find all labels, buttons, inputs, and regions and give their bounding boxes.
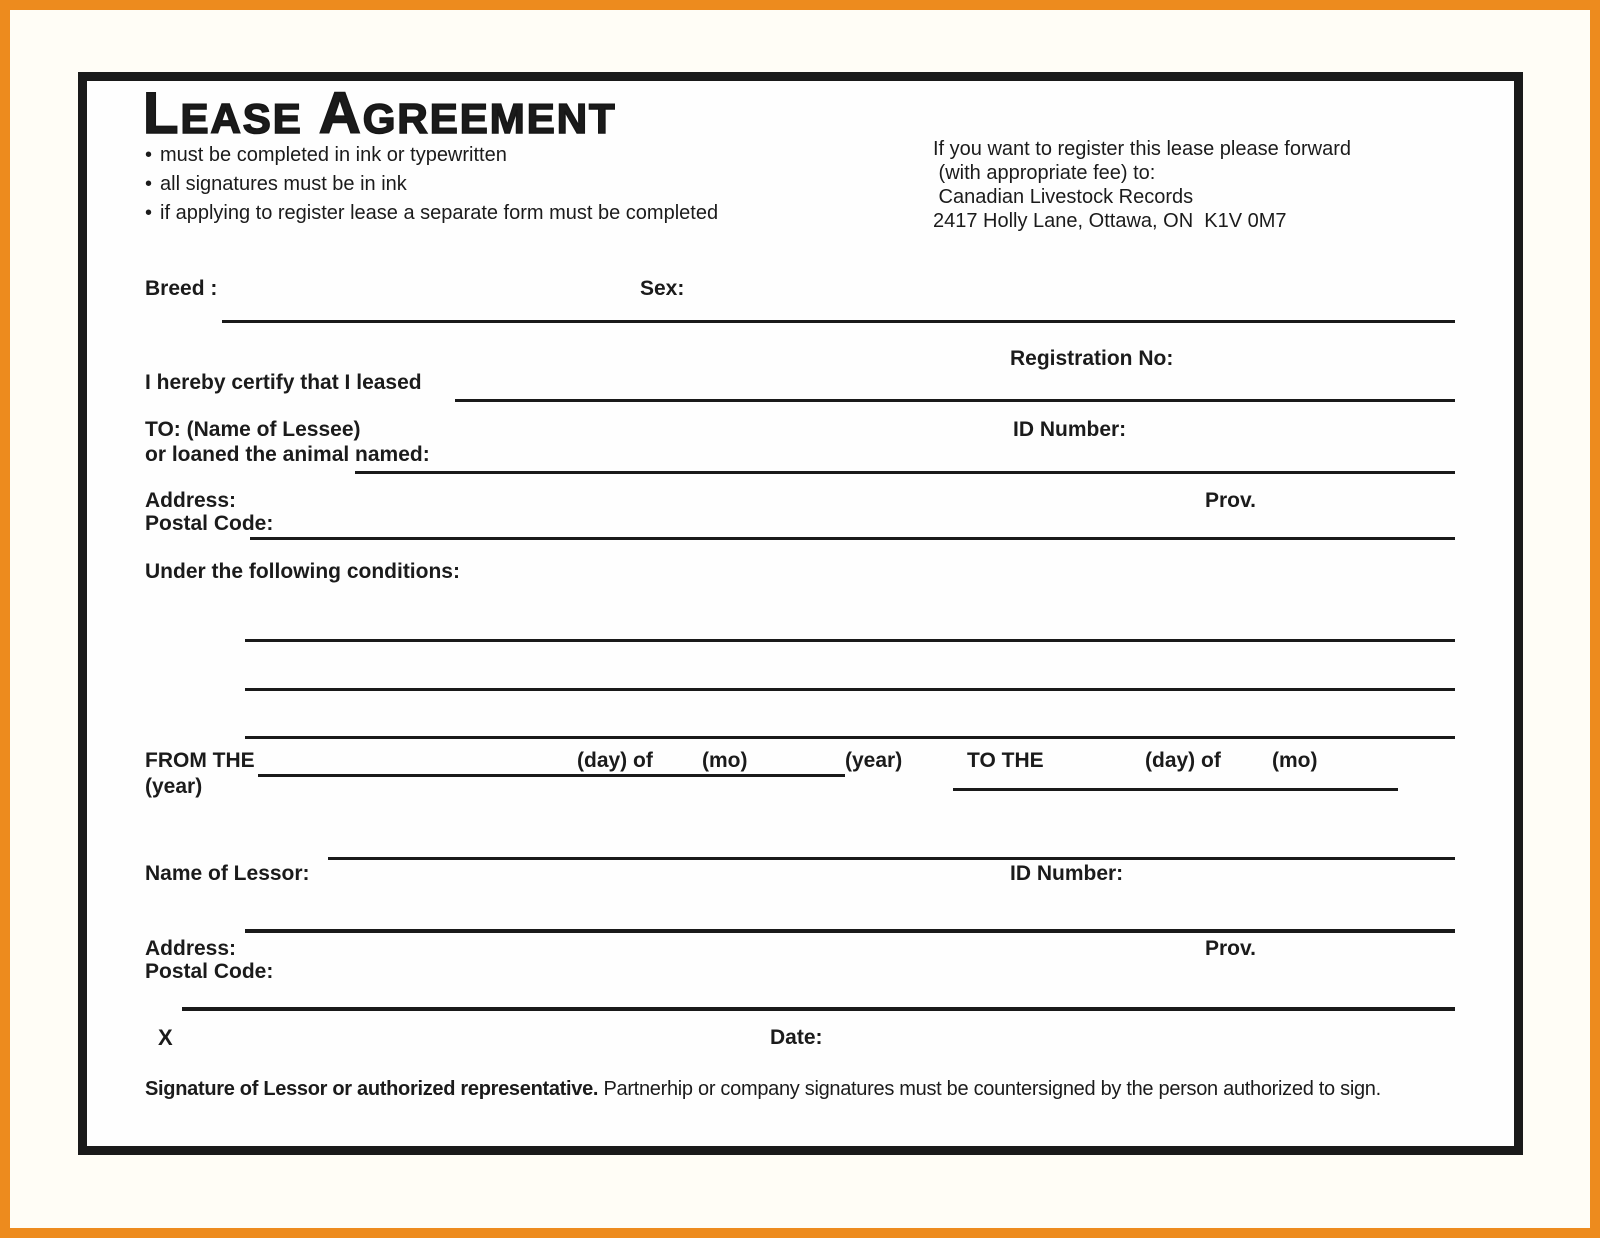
from-the-label: FROM THE	[145, 749, 255, 772]
bullet-icon: •	[145, 202, 153, 224]
title-rest-1: EASE	[180, 95, 303, 142]
registration-no-label: Registration No:	[1010, 347, 1174, 370]
notice-line: Canadian Livestock Records	[933, 186, 1194, 208]
lessee-name-id-input-line[interactable]	[355, 471, 1455, 474]
signature-note-bold: Signature of Lessor or authorized representative.	[145, 1078, 599, 1100]
lessor-address-label: Address:	[145, 937, 237, 960]
instruction-text: if applying to register lease a separate form must be completed	[160, 202, 719, 224]
certify-line1: I hereby certify that I leased	[145, 371, 422, 394]
from-date-input-line[interactable]	[258, 774, 845, 777]
title-rest-2: GREEMENT	[362, 95, 617, 142]
breed-label: Breed :	[145, 277, 218, 300]
certify-line2: or loaned the animal named:	[145, 443, 430, 466]
lessor-name-label: Name of Lessor:	[145, 862, 310, 885]
lessee-id-label: ID Number:	[1013, 418, 1127, 441]
from-day-label: (day) of	[577, 749, 653, 772]
lessee-prov-label: Prov.	[1205, 489, 1256, 512]
from-year-label: (year)	[845, 749, 903, 772]
animal-name-registration-input-line[interactable]	[455, 399, 1455, 402]
lessee-postal-code-input-line[interactable]	[250, 537, 1455, 540]
bullet-icon: •	[145, 173, 153, 195]
register-notice	[933, 137, 1351, 233]
conditions-input-line-1[interactable]	[245, 639, 1455, 642]
instruction-item	[145, 141, 718, 170]
signature-note	[145, 1078, 1525, 1101]
date-label: Date:	[770, 1026, 823, 1049]
notice-line: (with appropriate fee) to:	[933, 162, 1156, 184]
instruction-text: must be completed in ink or typewritten	[160, 144, 507, 166]
to-mo-label: (mo)	[1272, 749, 1318, 772]
lessor-prov-label: Prov.	[1205, 937, 1256, 960]
to-year-label: (year)	[145, 775, 203, 798]
to-date-input-line[interactable]	[953, 788, 1398, 791]
lessee-postal-code-label: Postal Code:	[145, 512, 274, 535]
lessor-postal-code-label: Postal Code:	[145, 960, 274, 983]
lessor-name-id-input-line[interactable]	[328, 857, 1455, 860]
from-mo-label: (mo)	[702, 749, 748, 772]
instruction-item	[145, 170, 718, 199]
bullet-icon: •	[145, 144, 153, 166]
lessor-id-label: ID Number:	[1010, 862, 1124, 885]
instruction-item	[145, 199, 718, 228]
signature-x-mark: X	[158, 1025, 173, 1050]
title-initial-2: A	[318, 81, 363, 146]
lessor-address-input-line[interactable]	[245, 929, 1455, 933]
to-day-label: (day) of	[1145, 749, 1221, 772]
title-initial-1: L	[143, 81, 181, 146]
sex-label: Sex:	[640, 277, 685, 300]
signature-input-line[interactable]	[182, 1007, 1455, 1011]
instruction-list	[145, 141, 718, 228]
notice-line: 2417 Holly Lane, Ottawa, ON K1V 0M7	[933, 210, 1287, 232]
form-frame	[78, 72, 1523, 1155]
conditions-label: Under the following conditions:	[145, 560, 460, 583]
lessee-address-label: Address:	[145, 489, 237, 512]
signature-note-rest: Partnerhip or company signatures must be countersigned by the person authorized to sign.	[598, 1078, 1381, 1100]
conditions-input-line-2[interactable]	[245, 688, 1455, 691]
conditions-input-line-3[interactable]	[245, 736, 1455, 739]
notice-line: If you want to register this lease please forward	[933, 138, 1351, 160]
lessee-label: TO: (Name of Lessee)	[145, 418, 361, 441]
instruction-text: all signatures must be in ink	[160, 173, 407, 195]
to-the-label: TO THE	[967, 749, 1044, 772]
